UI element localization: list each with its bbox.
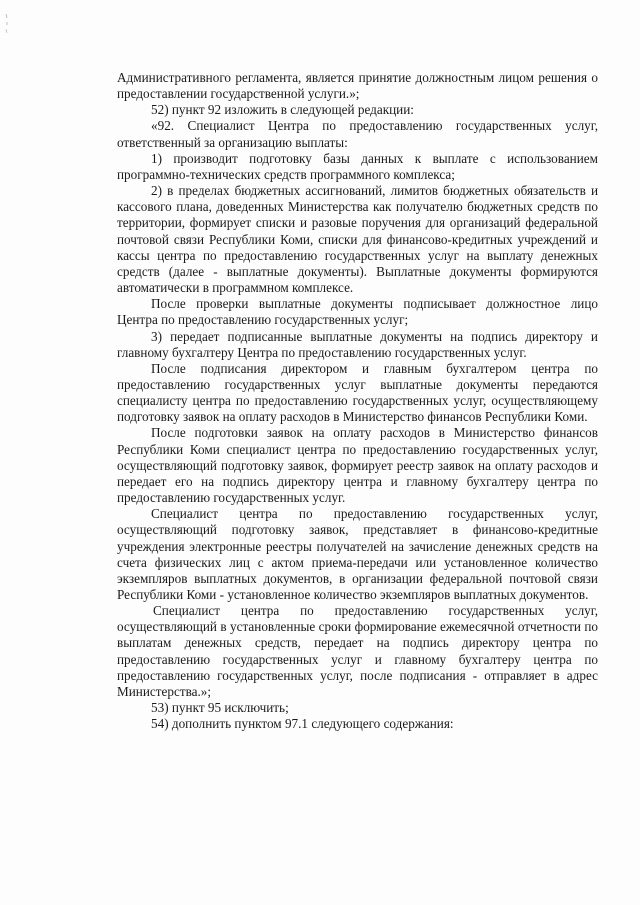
paragraph: 54) дополнить пунктом 97.1 следующего содержания: <box>151 716 454 732</box>
paragraph: Специалист центра по предоставлению государственных услуг, осуществляющий в установленные сроки формирование ежемесячной отчетности по выплатам денежных средств, передает на подпись директору центра по предоставлению государственных услуг и главному бухгалтеру центра по предоставлению государственных услуг, после подписания - отправляет в адрес Министерства.»; <box>117 603 598 699</box>
paragraph: 2) в пределах бюджетных ассигнований, лимитов бюджетных обязательств и кассового плана, доведенных Министерства как получателю бюджетных средств по территории, формирует списки и разовые поручения для организаций федеральной почтовой связи Республики Коми, списки для финансово-кредитных учреждений и кассы центра по предоставлению государственных услуг на выплату денежных средств (далее - выплатные документы). Выплатные документы формируются автоматически в программном комплексе. <box>117 183 598 296</box>
paragraph: Административного регламента, является принятие должностным лицом решения о предоставлении государственной услуги.»; <box>117 70 598 102</box>
paragraph: После проверки выплатные документы подписывает должностное лицо Центра по предоставлению государственных услуг; <box>117 296 598 328</box>
paragraph: 52) пункт 92 изложить в следующей редакции: <box>151 102 414 118</box>
document-body <box>117 70 598 732</box>
paragraph: 53) пункт 95 исключить; <box>151 700 289 716</box>
paragraph: После подписания директором и главным бухгалтером центра по предоставлению государственных услуг выплатные документы передаются специалисту центра по предоставлению государственных услуг, осуществляющему подготовку заявок на оплату расходов в Министерство финансов Республики Коми. <box>117 360 598 425</box>
paragraph: «92. Специалист Центра по предоставлению государственных услуг, ответственный за организацию выплаты: <box>117 118 598 150</box>
paragraph: 3) передает подписанные выплатные документы на подпись директору и главному бухгалтеру Центра по предоставлению государственных услуг. <box>117 328 598 360</box>
paragraph: После подготовки заявок на оплату расходов в Министерство финансов Республики Коми специалист центра по предоставлению государственных услуг, осуществляющий подготовку заявок, формирует реестр заявок на оплату расходов и передает его на подпись директору центра и главному бухгалтеру центра по предоставлению государственных услуг. <box>117 425 598 506</box>
paragraph: Специалист центра по предоставлению государственных услуг, осуществляющий подготовку заявок, представляет в финансово-кредитные учреждения электронные реестры получателей на зачисление денежных средств на счета физических лиц с актом приема-передачи или установленное количество экземпляров выплатных документов, в организации федеральной почтовой связи Республики Коми - установленное количество экземпляров выплатных документов. <box>117 506 598 602</box>
paragraph: 1) производит подготовку базы данных к выплате с использованием программно-технических средств программного комплекса; <box>117 150 598 182</box>
scan-margin-mark <box>5 14 9 36</box>
